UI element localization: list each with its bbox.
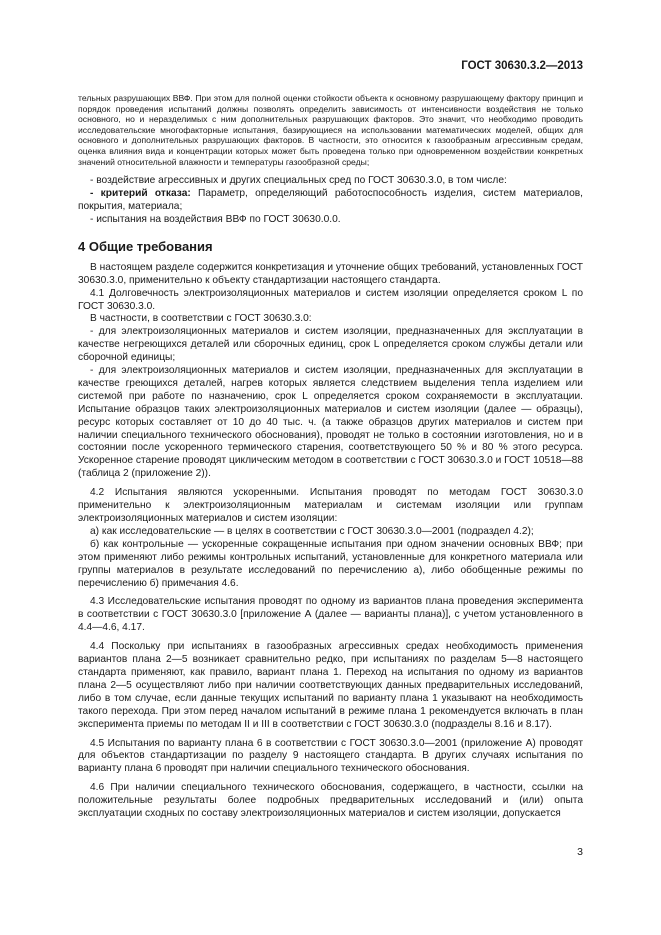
paragraph: 4.4 Поскольку при испытаниях в газообразных агрессивных средах необходимость применения вариантов плана 2—5 возникает сравнительно редко, при испытаниях по разделам 5—8 настоящего стандарта применяют, как правило, вариант плана 1. Переход на испытания по одному из вариантов плана 2—5 осуществляют либо при наличии соответствующих данных предварительных исследований, либо в том случае, если данные текущих испытаний по варианту плана 1 указывают на необходимость такого перехода. При этом перед началом испытаний в режиме плана 1 рекомендуется включать в план эксперимента приемы по методам II и III в соответствии с ГОСТ 30630.3.0 (подразделы 8.16 и 8.17).: [78, 641, 583, 730]
intro-block: [78, 93, 583, 167]
section-body: [78, 262, 583, 821]
paragraph: - для электроизоляционных материалов и систем изоляции, предназначенных для эксплуатации в качестве греющихся деталей, нагрев которых является следствием выделения тепла изделием или системой при работе по назначению, срок L определяется сроком сохраняемости в эксплуатации. Испытание образцов таких электроизоляционных материалов и систем изоляции (далее — образцы), ресурс которых составляет от 10 до 40 тыс. ч. (а также образцов других материалов и систем при наличии специального технического обоснования), проводят не только в состоянии изготовления, но и в состоянии после ускоренного термического старения, соответствующего 50 % и 80 % этого ресурса. Ускоренное старение проводят циклическим методом в соответствии с ГОСТ 30630.3.0 и ГОСТ 10518—88 (таблица 2 (приложение 2)).: [78, 365, 583, 480]
section-heading: 4 Общие требования: [78, 238, 213, 254]
page-content: [78, 93, 583, 821]
definition-item: [78, 188, 583, 214]
paragraph: В частности, в соответствии с ГОСТ 30630.3.0:: [90, 313, 312, 325]
paragraph: - для электроизоляционных материалов и систем изоляции, предназначенных для эксплуатации в качестве негреющихся деталей или сборочных единиц, срок L определяется сроком службы детали или сборочной единицы;: [78, 326, 583, 364]
paragraph: В настоящем разделе содержится конкретизация и уточнение общих требований, установленных ГОСТ 30630.3.0, применительно к объекту стандартизации настоящего стандарта.: [78, 261, 583, 286]
paragraph: 4.1 Долговечность электроизоляционных материалов и систем изоляции определяется сроком L по ГОСТ 30630.3.0.: [78, 287, 583, 312]
paragraph: б) как контрольные — ускоренные сокращенные испытания при одном значении основных ВВФ; при этом применяют либо режимы контрольных испытаний, установленные для конкретного материала или группы материалов в результате исследований по перечислению а), либо обобщенные режимы по перечислению б) примечания 4.6.: [78, 538, 583, 589]
definition-item: - воздействие агрессивных и других специальных сред по ГОСТ 30630.3.0, в том числе:: [90, 175, 507, 187]
document-code: ГОСТ 30630.3.2—2013: [461, 60, 583, 72]
page-number: 3: [577, 846, 583, 858]
definition-term: - критерий отказа:: [90, 188, 191, 200]
paragraph: 4.2 Испытания являются ускоренными. Испытания проводят по методам ГОСТ 30630.3.0 применительно к электроизоляционным материалам и системам изоляции или группам электроизоляционных материалов и систем изоляции:: [78, 487, 583, 524]
paragraph: 4.6 При наличии специального технического обоснования, содержащего, в частности, ссылки на положительные результаты более подробных предварительных исследований и (или) опыта эксплуатации сходных по составу электроизоляционных материалов и систем изоляции, допускается: [78, 782, 583, 820]
definition-text: Параметр, определяющий работоспособность изделия, систем материалов, покрытия, материала;: [78, 188, 583, 212]
paragraph: 4.3 Исследовательские испытания проводят по одному из вариантов плана проведения эксперимента в соответствии с ГОСТ 30630.3.0 [приложение А (далее — варианты плана)], с учетом установленного в 4.4—4.6, 4.17.: [78, 596, 583, 634]
definitions-block: [78, 175, 583, 227]
definition-item: - испытания на воздействия ВВФ по ГОСТ 30630.0.0.: [90, 213, 341, 225]
paragraph: а) как исследовательские — в целях в соответствии с ГОСТ 30630.3.0—2001 (подраздел 4.2);: [90, 525, 534, 537]
intro-paragraph: тельных разрушающих ВВФ. При этом для полной оценки стойкости объекта к основному разрушающему фактору принцип и порядок проведения испытаний должны позволять определить зависимость от интенсивности воздействия не только основного, но и неразделимых с ним дополнительных разрушающих факторов. Это значит, что необходимо проводить исследовательские многофакторные испытания, базирующиеся на использовании математических моделей, общих для основного и дополнительных разрушающих факторов. В частности, это относится к газообразным агрессивным средам, оценка влияния вида и концентрации которых может быть проведена только при одновременном воздействии конкретных значений относительной влажности и температуры газообразной среды;: [78, 93, 583, 167]
paragraph: 4.5 Испытания по варианту плана 6 в соответствии с ГОСТ 30630.3.0—2001 (приложение А) проводят для объектов стандартизации по разделу 9 настоящего стандарта. В других случаях испытания по варианту плана 6 проводят при наличии специального технического обоснования.: [78, 737, 583, 775]
